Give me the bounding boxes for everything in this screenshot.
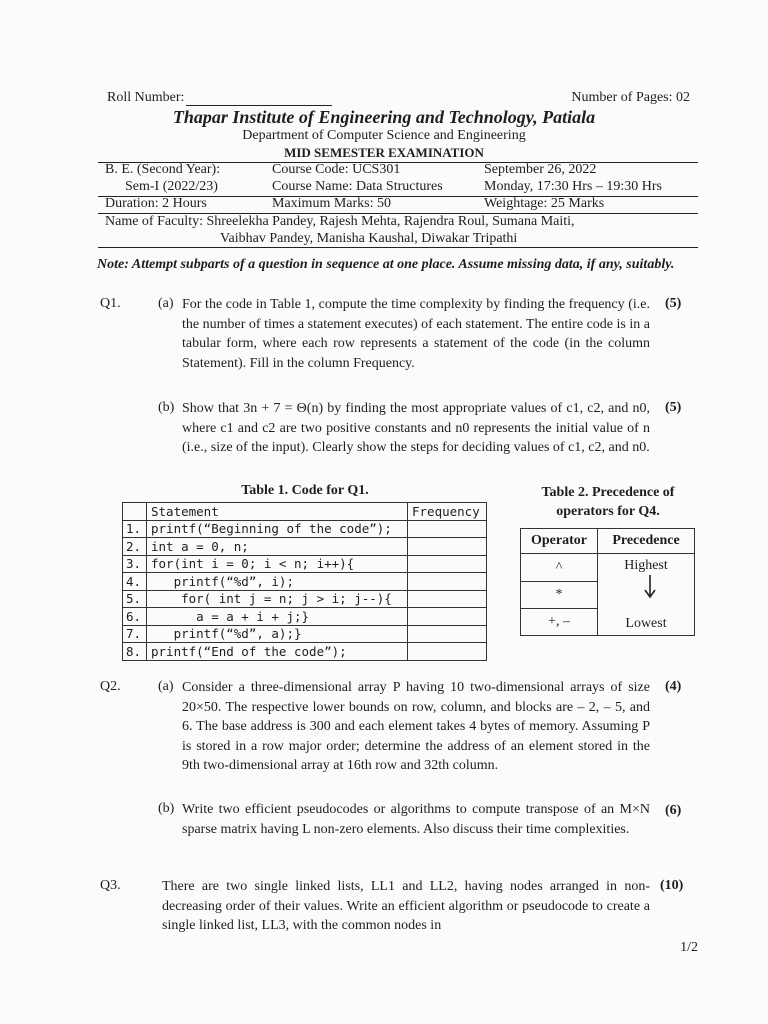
frequency-header: Frequency xyxy=(408,503,487,521)
operator-cell: ^ xyxy=(521,554,598,582)
frequency-cell xyxy=(408,643,487,661)
q3-label: Q3. xyxy=(100,878,121,893)
statement-cell: printf(“End of the code”); xyxy=(147,643,408,661)
table-row: 8. printf(“End of the code”); xyxy=(123,643,487,661)
operator-header: Operator xyxy=(521,529,598,554)
faculty-line-2: Vaibhav Pandey, Manisha Kaushal, Diwakar Tripathi xyxy=(220,231,518,246)
table-row xyxy=(521,554,695,582)
table-row: 3. for(int i = 0; i < n; i++){ xyxy=(123,555,487,573)
table-row: 5. for( int j = n; j > i; j--){ xyxy=(123,590,487,608)
program: B. E. (Second Year): xyxy=(105,162,221,177)
maximum-marks: Maximum Marks: 50 xyxy=(272,196,391,211)
lowest-label: Lowest xyxy=(625,616,667,631)
course-code: Course Code: UCS301 xyxy=(272,162,401,177)
q3-marks: (10) xyxy=(660,878,684,893)
statement-header: Statement xyxy=(147,503,408,521)
table-header-row xyxy=(521,529,695,554)
divider xyxy=(98,247,698,248)
q1a-prefix: (a) xyxy=(158,296,174,311)
q1b-prefix: (b) xyxy=(158,400,175,415)
roll-number: Roll Number: xyxy=(107,90,332,106)
table-row: 7. printf(“%d”, a);} xyxy=(123,625,487,643)
precedence-header: Precedence xyxy=(598,529,695,554)
q2a-prefix: (a) xyxy=(158,679,174,694)
q2b-prefix: (b) xyxy=(158,801,175,816)
faculty-names xyxy=(105,213,575,247)
table-header-row xyxy=(123,503,487,521)
exam-time: Monday, 17:30 Hrs – 19:30 Hrs xyxy=(484,179,662,194)
exam-note: Note: Attempt subparts of a question in sequence at one place. Assume missing data, if any, suitably. xyxy=(97,257,675,272)
exam-title: MID SEMESTER EXAMINATION xyxy=(284,145,484,160)
statement-cell: printf(“%d”, a);} xyxy=(147,625,408,643)
code-table xyxy=(122,502,487,661)
highest-label: Highest xyxy=(624,558,668,573)
course-name: Course Name: Data Structures xyxy=(272,179,443,194)
q2a-marks: (4) xyxy=(665,679,682,694)
operator-cell: +, – xyxy=(521,609,598,636)
q2b-text: Write two efficient pseudocodes or algorithms to compute transpose of an M×N sparse matrix having L non-zero elements. Also discuss their time complexities. xyxy=(182,802,650,837)
frequency-cell xyxy=(408,538,487,556)
table-row: 1. printf(“Beginning of the code”); xyxy=(123,520,487,538)
statement-cell: for(int i = 0; i < n; i++){ xyxy=(147,555,408,573)
statement-cell: printf(“Beginning of the code”); xyxy=(147,520,408,538)
q2b-marks: (6) xyxy=(665,803,682,818)
frequency-cell xyxy=(408,625,487,643)
statement-cell: a = a + i + j;} xyxy=(147,608,408,626)
frequency-cell xyxy=(408,573,487,591)
table-row: 4. printf(“%d”, i); xyxy=(123,573,487,591)
roll-number-blank xyxy=(186,92,332,106)
weightage: Weightage: 25 Marks xyxy=(484,196,605,211)
semester: Sem-I (2022/23) xyxy=(125,179,218,194)
department: Department of Computer Science and Engineering xyxy=(242,128,526,143)
duration: Duration: 2 Hours xyxy=(105,196,207,211)
frequency-cell xyxy=(408,555,487,573)
faculty-line-1: Name of Faculty: Shreelekha Pandey, Rajesh Mehta, Rajendra Roul, Sumana Maiti, xyxy=(105,214,575,229)
down-arrow-icon xyxy=(643,574,657,600)
q1-label: Q1. xyxy=(100,296,121,311)
statement-cell: printf(“%d”, i); xyxy=(147,573,408,591)
q3-text: There are two single linked lists, LL1 and LL2, having nodes arranged in non-decreasing order of their values. Write an efficient algorithm or pseudocode to create a single linked list, LL3, with the common nodes in xyxy=(162,879,650,933)
q1a-text: For the code in Table 1, compute the time complexity by finding the frequency (i.e. the number of times a statement executes) of each statement. The entire code is in a tabular form, where each row represents a statement of the code (in the column Statement). Fill in the column Frequency. xyxy=(182,297,650,371)
q1b-text: Show that 3n + 7 = Θ(n) by finding the most appropriate values of c1, c2, and n0, where c1 and c2 are two positive constants and n0 represents the initial value of n (i.e., size of the input). Clearly show the steps for deciding values of c1, c2, and n0. xyxy=(182,401,650,455)
page-number: 1/2 xyxy=(680,940,698,955)
q2a-text: Consider a three-dimensional array P having 10 two-dimensional arrays of size 20×50. The respective lower bounds on row, column, and blocks are – 2, – 5, and 6. The base address is 300 and each element takes 4 bytes of memory. Assuming P is stored in a row major order; determine the address of an element stored in the 9th two-dimensional array at 16th row and 32th column. xyxy=(182,680,650,773)
institute-title: Thapar Institute of Engineering and Technology, Patiala xyxy=(172,107,596,127)
q1a-marks: (5) xyxy=(665,296,682,311)
table1-caption: Table 1. Code for Q1. xyxy=(241,483,369,498)
frequency-cell xyxy=(408,520,487,538)
exam-date: September 26, 2022 xyxy=(484,162,597,177)
q2-label: Q2. xyxy=(100,679,121,694)
precedence-table xyxy=(520,528,695,636)
table2-caption: Table 2. Precedence of operators for Q4. xyxy=(541,485,675,519)
frequency-cell xyxy=(408,590,487,608)
statement-cell: int a = 0, n; xyxy=(147,538,408,556)
operator-cell: * xyxy=(521,582,598,609)
table-row: 6. a = a + i + j;} xyxy=(123,608,487,626)
statement-cell: for( int j = n; j > i; j--){ xyxy=(147,590,408,608)
frequency-cell xyxy=(408,608,487,626)
q1b-marks: (5) xyxy=(665,400,682,415)
number-of-pages: Number of Pages: 02 xyxy=(571,90,690,105)
table-row: 2. int a = 0, n; xyxy=(123,538,487,556)
